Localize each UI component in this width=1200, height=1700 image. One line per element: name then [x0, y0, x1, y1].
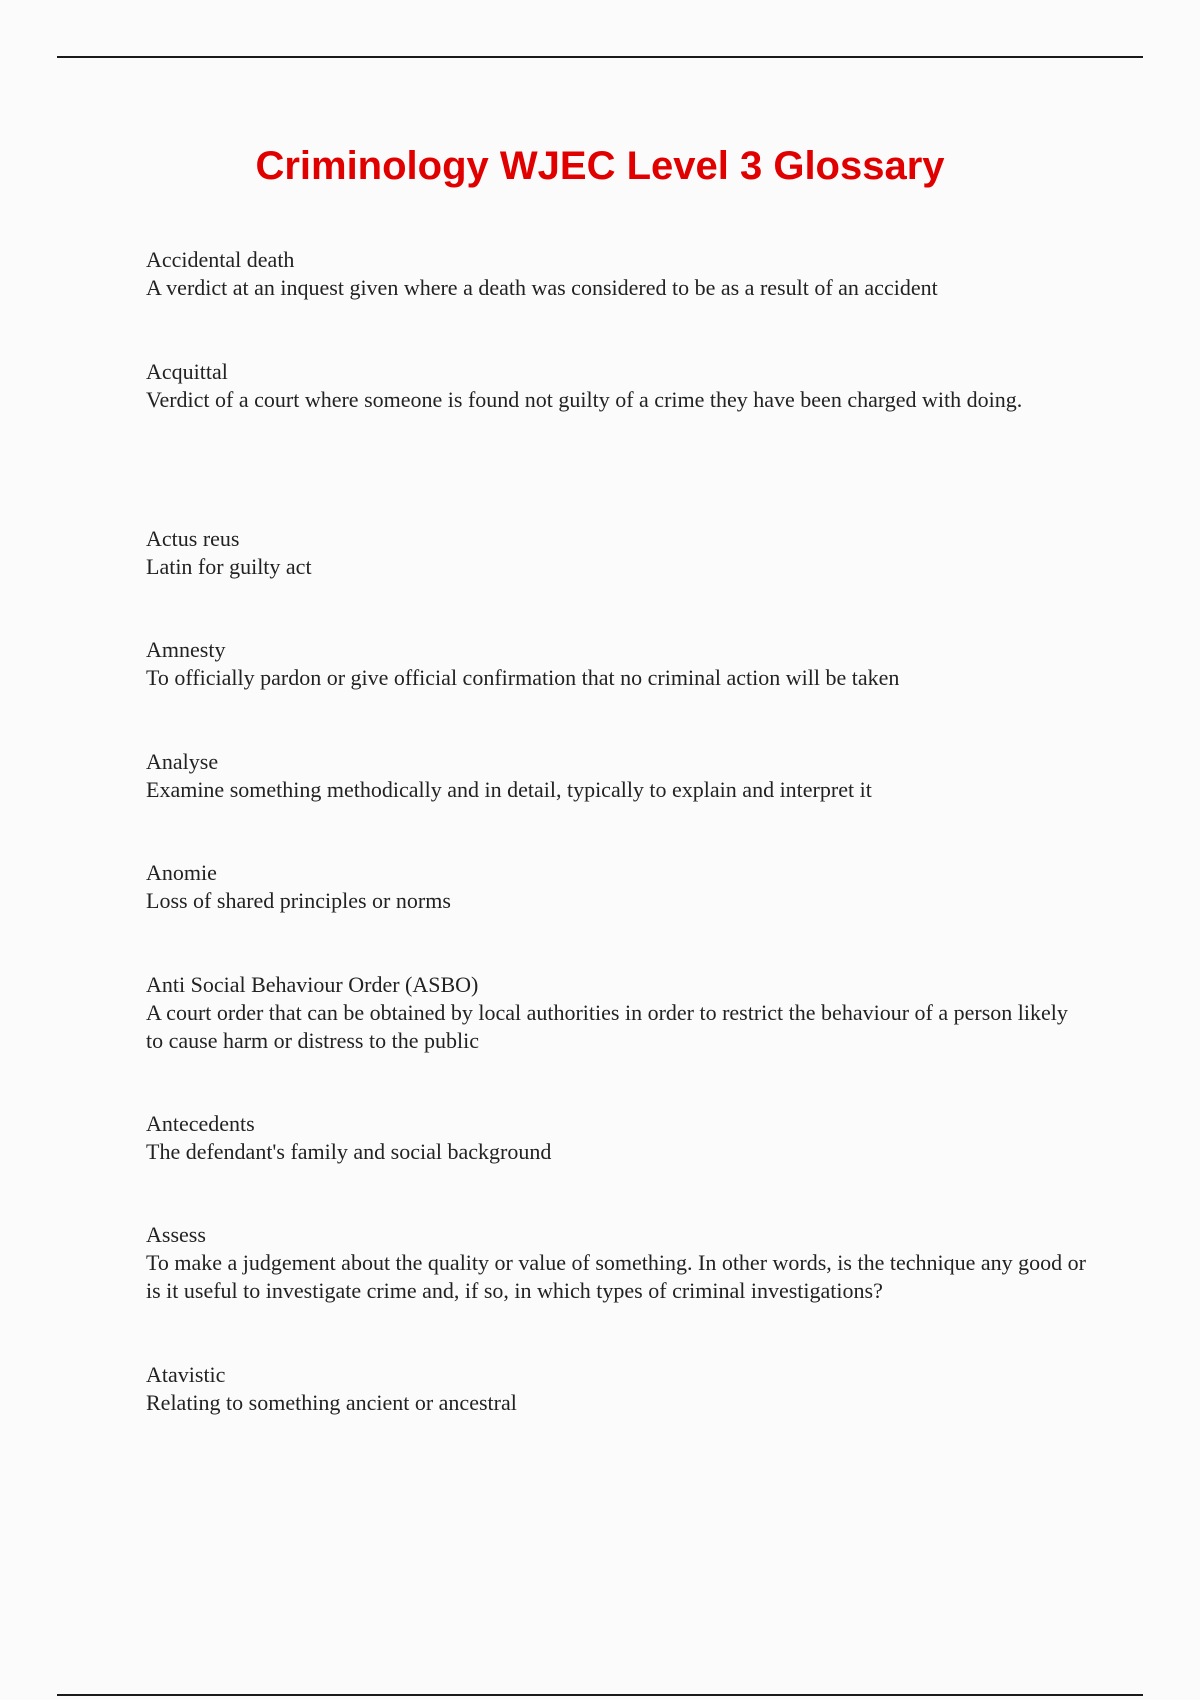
- glossary-entry: [146, 358, 1086, 414]
- glossary-definition: Loss of shared principles or norms: [146, 888, 451, 913]
- glossary-definition: A verdict at an inquest given where a death was considered to be as a result of an accident: [146, 275, 938, 300]
- glossary-term: Accidental death: [146, 247, 295, 272]
- glossary-entry: [146, 525, 1086, 581]
- glossary-term: Actus reus: [146, 526, 240, 551]
- glossary-entry: [146, 1110, 1086, 1166]
- glossary-definition: Latin for guilty act: [146, 554, 312, 579]
- glossary-term: Anti Social Behaviour Order (ASBO): [146, 972, 479, 997]
- glossary-definition: Verdict of a court where someone is found not guilty of a crime they have been charged with doing.: [146, 387, 1023, 412]
- glossary-term: Assess: [146, 1222, 206, 1247]
- glossary-definition: To make a judgement about the quality or value of something. In other words, is the technique any good or is it useful to investigate crime and, if so, in which types of criminal investigations?: [146, 1250, 1086, 1303]
- glossary-entry: [146, 636, 1086, 692]
- glossary-definition: Relating to something ancient or ancestral: [146, 1390, 517, 1415]
- top-rule: [57, 56, 1143, 58]
- glossary-term: Anomie: [146, 860, 217, 885]
- glossary-term: Atavistic: [146, 1362, 226, 1387]
- glossary-definition: A court order that can be obtained by local authorities in order to restrict the behaviour of a person likely to cause harm or distress to the public: [146, 1000, 1068, 1053]
- glossary-entry: [146, 1361, 1086, 1417]
- glossary-definition: The defendant's family and social background: [146, 1139, 552, 1164]
- glossary-entry: [146, 246, 1086, 302]
- glossary-entry: [146, 1221, 1086, 1305]
- glossary-entry: [146, 971, 1086, 1055]
- bottom-rule: [57, 1694, 1143, 1696]
- glossary-term: Amnesty: [146, 637, 226, 662]
- glossary-term: Acquittal: [146, 359, 228, 384]
- glossary-term: Analyse: [146, 749, 219, 774]
- glossary-entry: [146, 748, 1086, 804]
- page-title: Criminology WJEC Level 3 Glossary: [255, 144, 945, 188]
- glossary-entry: [146, 859, 1086, 915]
- glossary-term: Antecedents: [146, 1111, 255, 1136]
- glossary-definition: Examine something methodically and in detail, typically to explain and interpret it: [146, 777, 872, 802]
- glossary-definition: To officially pardon or give official confirmation that no criminal action will be taken: [146, 665, 900, 690]
